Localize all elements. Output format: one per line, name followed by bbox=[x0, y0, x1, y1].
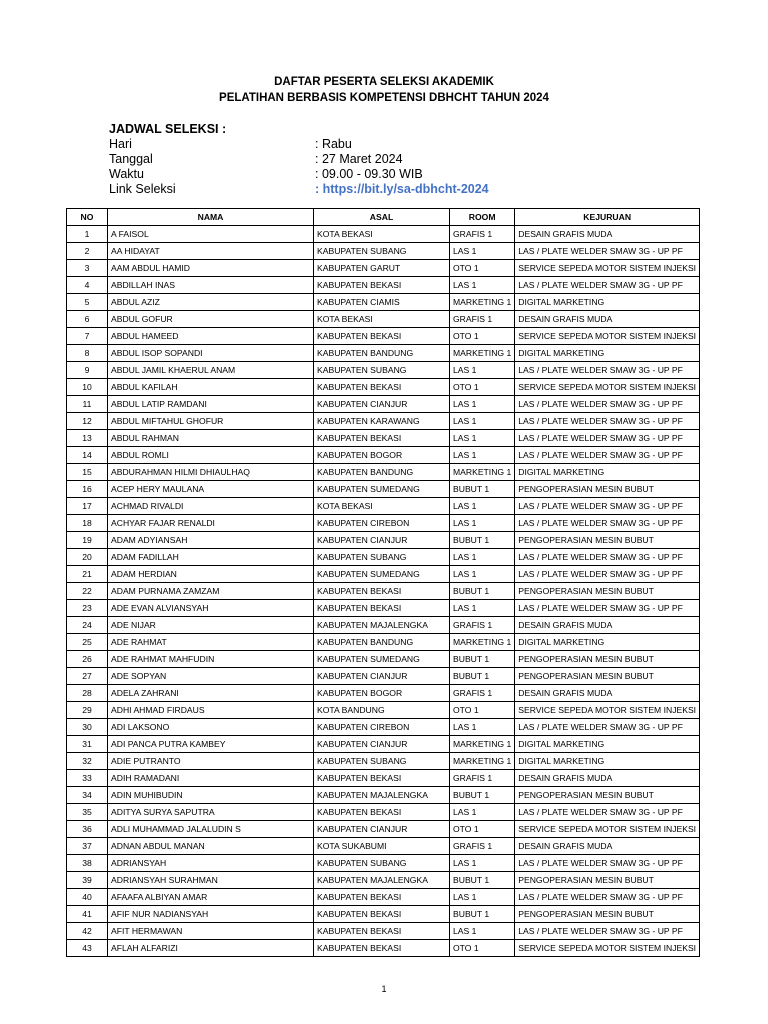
cell-no: 9 bbox=[67, 362, 108, 379]
cell-no: 21 bbox=[67, 566, 108, 583]
cell-no: 11 bbox=[67, 396, 108, 413]
cell-nama: AA HIDAYAT bbox=[108, 243, 314, 260]
cell-no: 23 bbox=[67, 600, 108, 617]
cell-room: LAS 1 bbox=[450, 923, 515, 940]
cell-no: 29 bbox=[67, 702, 108, 719]
table-row bbox=[67, 328, 700, 345]
cell-no: 3 bbox=[67, 260, 108, 277]
cell-nama: A FAISOL bbox=[108, 226, 314, 243]
column-header-asal: ASAL bbox=[314, 209, 450, 226]
table-row bbox=[67, 736, 700, 753]
cell-no: 40 bbox=[67, 889, 108, 906]
cell-nama: ADHI AHMAD FIRDAUS bbox=[108, 702, 314, 719]
cell-asal: KABUPATEN SUBANG bbox=[314, 549, 450, 566]
cell-asal: KABUPATEN SUBANG bbox=[314, 855, 450, 872]
cell-asal: KABUPATEN CIAMIS bbox=[314, 294, 450, 311]
cell-nama: ABDUL RAHMAN bbox=[108, 430, 314, 447]
table-row bbox=[67, 345, 700, 362]
cell-no: 17 bbox=[67, 498, 108, 515]
cell-asal: KABUPATEN MAJALENGKA bbox=[314, 872, 450, 889]
cell-room: BUBUT 1 bbox=[450, 668, 515, 685]
table-row bbox=[67, 838, 700, 855]
cell-kejuruan: PENGOPERASIAN MESIN BUBUT bbox=[515, 651, 700, 668]
cell-nama: ADE RAHMAT bbox=[108, 634, 314, 651]
cell-room: BUBUT 1 bbox=[450, 906, 515, 923]
cell-kejuruan: LAS / PLATE WELDER SMAW 3G - UP PF bbox=[515, 430, 700, 447]
cell-kejuruan: LAS / PLATE WELDER SMAW 3G - UP PF bbox=[515, 719, 700, 736]
cell-nama: ACEP HERY MAULANA bbox=[108, 481, 314, 498]
cell-kejuruan: LAS / PLATE WELDER SMAW 3G - UP PF bbox=[515, 243, 700, 260]
cell-kejuruan: LAS / PLATE WELDER SMAW 3G - UP PF bbox=[515, 277, 700, 294]
cell-no: 7 bbox=[67, 328, 108, 345]
cell-asal: KABUPATEN BEKASI bbox=[314, 379, 450, 396]
cell-kejuruan: PENGOPERASIAN MESIN BUBUT bbox=[515, 481, 700, 498]
table-header-row bbox=[67, 209, 700, 226]
table-row bbox=[67, 617, 700, 634]
table-row bbox=[67, 379, 700, 396]
table-row bbox=[67, 855, 700, 872]
cell-no: 39 bbox=[67, 872, 108, 889]
cell-room: GRAFIS 1 bbox=[450, 838, 515, 855]
table-row bbox=[67, 753, 700, 770]
table-row bbox=[67, 243, 700, 260]
cell-no: 13 bbox=[67, 430, 108, 447]
cell-nama: ADE SOPYAN bbox=[108, 668, 314, 685]
table-row bbox=[67, 872, 700, 889]
cell-asal: KABUPATEN BANDUNG bbox=[314, 634, 450, 651]
cell-asal: KABUPATEN MAJALENGKA bbox=[314, 617, 450, 634]
cell-no: 4 bbox=[67, 277, 108, 294]
cell-asal: KABUPATEN CIREBON bbox=[314, 515, 450, 532]
cell-kejuruan: DESAIN GRAFIS MUDA bbox=[515, 617, 700, 634]
cell-asal: KABUPATEN CIANJUR bbox=[314, 396, 450, 413]
table-row bbox=[67, 651, 700, 668]
cell-room: LAS 1 bbox=[450, 498, 515, 515]
cell-room: LAS 1 bbox=[450, 719, 515, 736]
cell-nama: ADAM ADYIANSAH bbox=[108, 532, 314, 549]
cell-room: OTO 1 bbox=[450, 702, 515, 719]
cell-nama: ADE EVAN ALVIANSYAH bbox=[108, 600, 314, 617]
table-row bbox=[67, 634, 700, 651]
cell-kejuruan: SERVICE SEPEDA MOTOR SISTEM INJEKSI bbox=[515, 821, 700, 838]
cell-room: LAS 1 bbox=[450, 362, 515, 379]
cell-no: 43 bbox=[67, 940, 108, 957]
cell-kejuruan: LAS / PLATE WELDER SMAW 3G - UP PF bbox=[515, 566, 700, 583]
cell-asal: KABUPATEN SUBANG bbox=[314, 243, 450, 260]
cell-nama: ADAM PURNAMA ZAMZAM bbox=[108, 583, 314, 600]
cell-no: 28 bbox=[67, 685, 108, 702]
cell-no: 38 bbox=[67, 855, 108, 872]
cell-asal: KOTA SUKABUMI bbox=[314, 838, 450, 855]
cell-no: 41 bbox=[67, 906, 108, 923]
cell-asal: KABUPATEN CIANJUR bbox=[314, 668, 450, 685]
table-row bbox=[67, 549, 700, 566]
table-row bbox=[67, 294, 700, 311]
cell-no: 12 bbox=[67, 413, 108, 430]
table-row bbox=[67, 702, 700, 719]
cell-asal: KABUPATEN SUBANG bbox=[314, 362, 450, 379]
cell-room: LAS 1 bbox=[450, 277, 515, 294]
table-row bbox=[67, 413, 700, 430]
cell-nama: ABDUL ISOP SOPANDI bbox=[108, 345, 314, 362]
cell-no: 20 bbox=[67, 549, 108, 566]
cell-kejuruan: DESAIN GRAFIS MUDA bbox=[515, 226, 700, 243]
cell-room: LAS 1 bbox=[450, 889, 515, 906]
cell-room: LAS 1 bbox=[450, 804, 515, 821]
cell-nama: ADELA ZAHRANI bbox=[108, 685, 314, 702]
cell-room: OTO 1 bbox=[450, 328, 515, 345]
table-row bbox=[67, 447, 700, 464]
cell-no: 18 bbox=[67, 515, 108, 532]
cell-no: 37 bbox=[67, 838, 108, 855]
table-row bbox=[67, 566, 700, 583]
cell-no: 22 bbox=[67, 583, 108, 600]
cell-kejuruan: LAS / PLATE WELDER SMAW 3G - UP PF bbox=[515, 498, 700, 515]
table-row bbox=[67, 770, 700, 787]
cell-nama: ABDURAHMAN HILMI DHIAULHAQ bbox=[108, 464, 314, 481]
cell-nama: AFIF NUR NADIANSYAH bbox=[108, 906, 314, 923]
cell-room: OTO 1 bbox=[450, 260, 515, 277]
cell-nama: ABDUL ROMLI bbox=[108, 447, 314, 464]
cell-kejuruan: DIGITAL MARKETING bbox=[515, 345, 700, 362]
cell-room: LAS 1 bbox=[450, 549, 515, 566]
cell-asal: KABUPATEN BANDUNG bbox=[314, 345, 450, 362]
column-header-no: NO bbox=[67, 209, 108, 226]
cell-no: 16 bbox=[67, 481, 108, 498]
cell-kejuruan: LAS / PLATE WELDER SMAW 3G - UP PF bbox=[515, 515, 700, 532]
cell-no: 24 bbox=[67, 617, 108, 634]
column-header-room: ROOM bbox=[450, 209, 515, 226]
table-row bbox=[67, 821, 700, 838]
cell-room: MARKETING 1 bbox=[450, 294, 515, 311]
cell-room: LAS 1 bbox=[450, 243, 515, 260]
cell-kejuruan: LAS / PLATE WELDER SMAW 3G - UP PF bbox=[515, 855, 700, 872]
cell-nama: ADI LAKSONO bbox=[108, 719, 314, 736]
cell-asal: KABUPATEN BEKASI bbox=[314, 940, 450, 957]
cell-room: OTO 1 bbox=[450, 940, 515, 957]
schedule-value: : 27 Maret 2024 bbox=[315, 152, 403, 166]
cell-kejuruan: PENGOPERASIAN MESIN BUBUT bbox=[515, 532, 700, 549]
cell-nama: ADAM HERDIAN bbox=[108, 566, 314, 583]
cell-kejuruan: LAS / PLATE WELDER SMAW 3G - UP PF bbox=[515, 362, 700, 379]
table-row bbox=[67, 804, 700, 821]
cell-asal: KABUPATEN BEKASI bbox=[314, 583, 450, 600]
document-subtitle: PELATIHAN BERBASIS KOMPETENSI DBHCHT TAHUN 2024 bbox=[219, 92, 549, 104]
cell-nama: ADIN MUHIBUDIN bbox=[108, 787, 314, 804]
table-row bbox=[67, 940, 700, 957]
cell-asal: KABUPATEN BANDUNG bbox=[314, 464, 450, 481]
schedule-heading: JADWAL SELEKSI : bbox=[109, 122, 227, 136]
cell-nama: ABDUL GOFUR bbox=[108, 311, 314, 328]
table-row bbox=[67, 583, 700, 600]
table-row bbox=[67, 430, 700, 447]
table-row bbox=[67, 277, 700, 294]
cell-no: 14 bbox=[67, 447, 108, 464]
cell-asal: KOTA BEKASI bbox=[314, 311, 450, 328]
cell-nama: ADIH RAMADANI bbox=[108, 770, 314, 787]
cell-room: LAS 1 bbox=[450, 396, 515, 413]
cell-asal: KABUPATEN SUMEDANG bbox=[314, 481, 450, 498]
cell-kejuruan: PENGOPERASIAN MESIN BUBUT bbox=[515, 583, 700, 600]
cell-room: BUBUT 1 bbox=[450, 481, 515, 498]
cell-kejuruan: DESAIN GRAFIS MUDA bbox=[515, 838, 700, 855]
cell-asal: KABUPATEN CIREBON bbox=[314, 719, 450, 736]
cell-no: 8 bbox=[67, 345, 108, 362]
cell-kejuruan: LAS / PLATE WELDER SMAW 3G - UP PF bbox=[515, 413, 700, 430]
cell-asal: KABUPATEN BEKASI bbox=[314, 770, 450, 787]
cell-kejuruan: LAS / PLATE WELDER SMAW 3G - UP PF bbox=[515, 447, 700, 464]
cell-room: LAS 1 bbox=[450, 413, 515, 430]
cell-room: BUBUT 1 bbox=[450, 532, 515, 549]
cell-nama: ADLI MUHAMMAD JALALUDIN S bbox=[108, 821, 314, 838]
cell-nama: ADI PANCA PUTRA KAMBEY bbox=[108, 736, 314, 753]
table-row bbox=[67, 311, 700, 328]
cell-nama: ABDILLAH INAS bbox=[108, 277, 314, 294]
cell-no: 36 bbox=[67, 821, 108, 838]
column-header-kejuruan: KEJURUAN bbox=[515, 209, 700, 226]
cell-kejuruan: DESAIN GRAFIS MUDA bbox=[515, 685, 700, 702]
cell-kejuruan: SERVICE SEPEDA MOTOR SISTEM INJEKSI bbox=[515, 379, 700, 396]
column-header-nama: NAMA bbox=[108, 209, 314, 226]
cell-nama: ABDUL AZIZ bbox=[108, 294, 314, 311]
table-body bbox=[67, 226, 700, 957]
cell-room: GRAFIS 1 bbox=[450, 311, 515, 328]
cell-no: 5 bbox=[67, 294, 108, 311]
cell-kejuruan: DIGITAL MARKETING bbox=[515, 736, 700, 753]
cell-room: LAS 1 bbox=[450, 600, 515, 617]
cell-room: GRAFIS 1 bbox=[450, 685, 515, 702]
cell-kejuruan: LAS / PLATE WELDER SMAW 3G - UP PF bbox=[515, 889, 700, 906]
cell-nama: ABDUL LATIP RAMDANI bbox=[108, 396, 314, 413]
cell-kejuruan: DIGITAL MARKETING bbox=[515, 464, 700, 481]
cell-nama: AFAAFA ALBIYAN AMAR bbox=[108, 889, 314, 906]
cell-asal: KOTA BEKASI bbox=[314, 498, 450, 515]
table-row bbox=[67, 498, 700, 515]
cell-kejuruan: LAS / PLATE WELDER SMAW 3G - UP PF bbox=[515, 600, 700, 617]
table-row bbox=[67, 906, 700, 923]
cell-kejuruan: PENGOPERASIAN MESIN BUBUT bbox=[515, 872, 700, 889]
table-row bbox=[67, 685, 700, 702]
schedule-value: : 09.00 - 09.30 WIB bbox=[315, 167, 423, 181]
cell-room: MARKETING 1 bbox=[450, 736, 515, 753]
cell-nama: ADAM FADILLAH bbox=[108, 549, 314, 566]
cell-kejuruan: DESAIN GRAFIS MUDA bbox=[515, 770, 700, 787]
cell-nama: ADE NIJAR bbox=[108, 617, 314, 634]
table-row bbox=[67, 226, 700, 243]
table-row bbox=[67, 923, 700, 940]
cell-no: 25 bbox=[67, 634, 108, 651]
schedule-value: : Rabu bbox=[315, 137, 352, 151]
cell-room: GRAFIS 1 bbox=[450, 770, 515, 787]
cell-asal: KABUPATEN SUMEDANG bbox=[314, 566, 450, 583]
cell-kejuruan: PENGOPERASIAN MESIN BUBUT bbox=[515, 787, 700, 804]
cell-room: LAS 1 bbox=[450, 566, 515, 583]
cell-no: 2 bbox=[67, 243, 108, 260]
cell-asal: KABUPATEN BEKASI bbox=[314, 600, 450, 617]
cell-no: 30 bbox=[67, 719, 108, 736]
cell-room: MARKETING 1 bbox=[450, 345, 515, 362]
cell-kejuruan: DIGITAL MARKETING bbox=[515, 634, 700, 651]
cell-room: GRAFIS 1 bbox=[450, 617, 515, 634]
table-row bbox=[67, 515, 700, 532]
cell-no: 15 bbox=[67, 464, 108, 481]
cell-nama: AAM ABDUL HAMID bbox=[108, 260, 314, 277]
table-row bbox=[67, 260, 700, 277]
cell-kejuruan: LAS / PLATE WELDER SMAW 3G - UP PF bbox=[515, 804, 700, 821]
table-row bbox=[67, 719, 700, 736]
cell-no: 10 bbox=[67, 379, 108, 396]
table-row bbox=[67, 362, 700, 379]
cell-room: BUBUT 1 bbox=[450, 872, 515, 889]
cell-kejuruan: SERVICE SEPEDA MOTOR SISTEM INJEKSI bbox=[515, 260, 700, 277]
cell-kejuruan: LAS / PLATE WELDER SMAW 3G - UP PF bbox=[515, 396, 700, 413]
table-row bbox=[67, 396, 700, 413]
cell-nama: ADRIANSYAH SURAHMAN bbox=[108, 872, 314, 889]
cell-asal: KOTA BEKASI bbox=[314, 226, 450, 243]
cell-no: 35 bbox=[67, 804, 108, 821]
cell-room: LAS 1 bbox=[450, 855, 515, 872]
cell-asal: KABUPATEN BEKASI bbox=[314, 328, 450, 345]
cell-nama: ACHYAR FAJAR RENALDI bbox=[108, 515, 314, 532]
cell-asal: KABUPATEN KARAWANG bbox=[314, 413, 450, 430]
cell-asal: KABUPATEN BEKASI bbox=[314, 804, 450, 821]
cell-no: 32 bbox=[67, 753, 108, 770]
cell-asal: KABUPATEN CIANJUR bbox=[314, 532, 450, 549]
cell-no: 42 bbox=[67, 923, 108, 940]
cell-kejuruan: DIGITAL MARKETING bbox=[515, 294, 700, 311]
cell-nama: ADIE PUTRANTO bbox=[108, 753, 314, 770]
page-number: 1 bbox=[381, 984, 387, 994]
cell-nama: AFIT HERMAWAN bbox=[108, 923, 314, 940]
cell-nama: ADE RAHMAT MAHFUDIN bbox=[108, 651, 314, 668]
cell-no: 34 bbox=[67, 787, 108, 804]
cell-room: BUBUT 1 bbox=[450, 583, 515, 600]
cell-kejuruan: DESAIN GRAFIS MUDA bbox=[515, 311, 700, 328]
cell-asal: KABUPATEN BEKASI bbox=[314, 277, 450, 294]
cell-nama: ADNAN ABDUL MANAN bbox=[108, 838, 314, 855]
cell-asal: KABUPATEN BEKASI bbox=[314, 889, 450, 906]
cell-room: OTO 1 bbox=[450, 379, 515, 396]
cell-nama: ADRIANSYAH bbox=[108, 855, 314, 872]
selection-link[interactable]: : https://bit.ly/sa-dbhcht-2024 bbox=[315, 182, 489, 196]
cell-no: 19 bbox=[67, 532, 108, 549]
cell-asal: KABUPATEN GARUT bbox=[314, 260, 450, 277]
table-row bbox=[67, 532, 700, 549]
cell-asal: KABUPATEN BEKASI bbox=[314, 923, 450, 940]
table-row bbox=[67, 889, 700, 906]
cell-asal: KABUPATEN BOGOR bbox=[314, 447, 450, 464]
schedule-label: Link Seleksi bbox=[109, 182, 176, 196]
cell-kejuruan: SERVICE SEPEDA MOTOR SISTEM INJEKSI bbox=[515, 328, 700, 345]
cell-room: MARKETING 1 bbox=[450, 753, 515, 770]
table-row bbox=[67, 481, 700, 498]
cell-kejuruan: DIGITAL MARKETING bbox=[515, 753, 700, 770]
cell-asal: KOTA BANDUNG bbox=[314, 702, 450, 719]
participant-table bbox=[66, 208, 700, 957]
cell-kejuruan: LAS / PLATE WELDER SMAW 3G - UP PF bbox=[515, 923, 700, 940]
cell-room: BUBUT 1 bbox=[450, 787, 515, 804]
cell-asal: KABUPATEN CIANJUR bbox=[314, 821, 450, 838]
cell-room: LAS 1 bbox=[450, 430, 515, 447]
cell-asal: KABUPATEN SUMEDANG bbox=[314, 651, 450, 668]
cell-nama: ACHMAD RIVALDI bbox=[108, 498, 314, 515]
cell-room: OTO 1 bbox=[450, 821, 515, 838]
schedule-label: Waktu bbox=[109, 167, 144, 181]
cell-room: GRAFIS 1 bbox=[450, 226, 515, 243]
schedule-label: Hari bbox=[109, 137, 132, 151]
cell-no: 31 bbox=[67, 736, 108, 753]
cell-asal: KABUPATEN BEKASI bbox=[314, 430, 450, 447]
cell-kejuruan: SERVICE SEPEDA MOTOR SISTEM INJEKSI bbox=[515, 702, 700, 719]
cell-asal: KABUPATEN SUBANG bbox=[314, 753, 450, 770]
cell-room: LAS 1 bbox=[450, 515, 515, 532]
table-row bbox=[67, 464, 700, 481]
cell-no: 27 bbox=[67, 668, 108, 685]
cell-kejuruan: PENGOPERASIAN MESIN BUBUT bbox=[515, 906, 700, 923]
cell-asal: KABUPATEN MAJALENGKA bbox=[314, 787, 450, 804]
table-row bbox=[67, 668, 700, 685]
cell-room: BUBUT 1 bbox=[450, 651, 515, 668]
cell-nama: ABDUL KAFILAH bbox=[108, 379, 314, 396]
table-row bbox=[67, 600, 700, 617]
cell-nama: ADITYA SURYA SAPUTRA bbox=[108, 804, 314, 821]
cell-nama: ABDUL MIFTAHUL GHOFUR bbox=[108, 413, 314, 430]
cell-nama: AFLAH ALFARIZI bbox=[108, 940, 314, 957]
document-title: DAFTAR PESERTA SELEKSI AKADEMIK bbox=[274, 76, 494, 88]
cell-no: 1 bbox=[67, 226, 108, 243]
table-row bbox=[67, 787, 700, 804]
cell-no: 33 bbox=[67, 770, 108, 787]
cell-room: MARKETING 1 bbox=[450, 634, 515, 651]
cell-room: LAS 1 bbox=[450, 447, 515, 464]
cell-kejuruan: PENGOPERASIAN MESIN BUBUT bbox=[515, 668, 700, 685]
cell-no: 26 bbox=[67, 651, 108, 668]
cell-room: MARKETING 1 bbox=[450, 464, 515, 481]
cell-kejuruan: SERVICE SEPEDA MOTOR SISTEM INJEKSI bbox=[515, 940, 700, 957]
schedule-label: Tanggal bbox=[109, 152, 153, 166]
cell-nama: ABDUL HAMEED bbox=[108, 328, 314, 345]
cell-asal: KABUPATEN BEKASI bbox=[314, 906, 450, 923]
cell-no: 6 bbox=[67, 311, 108, 328]
cell-asal: KABUPATEN BOGOR bbox=[314, 685, 450, 702]
cell-kejuruan: LAS / PLATE WELDER SMAW 3G - UP PF bbox=[515, 549, 700, 566]
cell-nama: ABDUL JAMIL KHAERUL ANAM bbox=[108, 362, 314, 379]
cell-asal: KABUPATEN CIANJUR bbox=[314, 736, 450, 753]
